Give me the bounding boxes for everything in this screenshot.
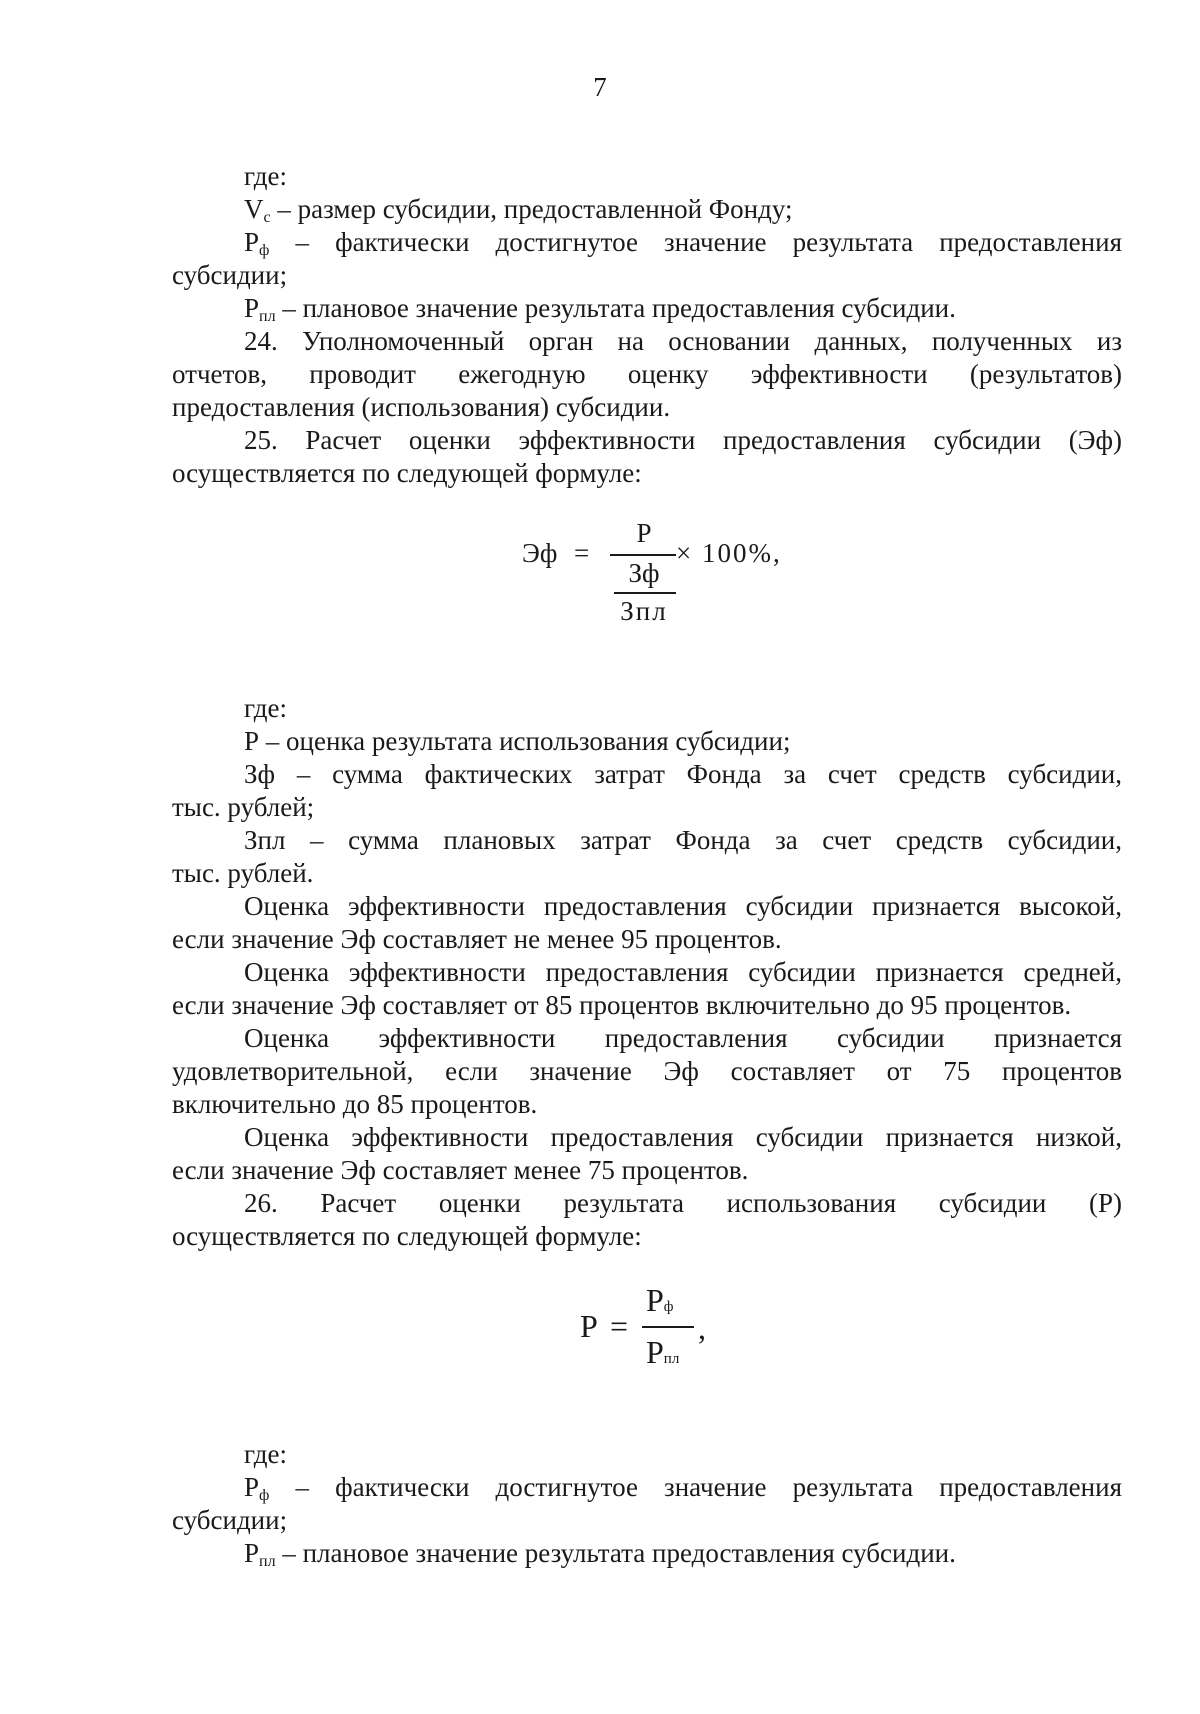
satisfactory-rating-line3: включительно до 85 процентов. [172,1089,538,1119]
where-label-3: где: [244,1439,287,1469]
high-rating-line2: если значение Эф составляет не менее 95 процентов. [172,924,782,954]
pf-subscript-2: ф [259,1487,270,1504]
ppl-text-2: – плановое значение результата предоставления субсидии. [275,1538,956,1568]
formula1-denominator-top: Зф [628,558,660,588]
paragraph-25-line2: осуществляется по следующей формуле: [172,458,642,488]
formula2-lhs: Р [580,1308,598,1344]
formula2-denominator-symbol: Р [646,1334,664,1370]
ppl-definition-2 [172,1537,1122,1570]
page-number: 7 [593,72,607,102]
pf-text: – фактически достигнутое значение результата предоставления [269,227,1122,257]
low-rating-line2: если значение Эф составляет менее 75 процентов. [172,1155,749,1185]
vc-text: – размер субсидии, предоставленной Фонду; [270,194,793,224]
ppl-subscript-2: пл [259,1553,276,1570]
pf-symbol: Р [244,227,260,257]
definitions-block-3 [172,1438,1122,1570]
ppl-text: – плановое значение результата предоставления субсидии. [275,293,956,323]
paragraph-24-line3: предоставления (использования) субсидии. [172,392,671,422]
formula1-lhs: Эф [522,538,558,568]
formula2-denominator-subscript: пл [663,1351,680,1367]
formula1-fraction-bar-2 [614,592,676,594]
pf-definition-2-line1 [172,1471,1122,1504]
formula1-denominator-bottom: Зпл [620,596,668,626]
where-label: где: [244,161,287,191]
formula2-denominator [646,1334,679,1371]
satisfactory-rating-line1: Оценка эффективности предоставления субсидии признается [244,1023,1122,1053]
formula2-fraction-bar [642,1326,694,1328]
paragraph-26-line2: осуществляется по следующей формуле: [172,1221,642,1251]
result-formula [580,1282,720,1382]
medium-rating-line1: Оценка эффективности предоставления субсидии признается средней, [244,957,1122,987]
ppl-symbol-2: Р [244,1538,260,1568]
high-rating-line1: Оценка эффективности предоставления субсидии признается высокой, [244,891,1122,921]
definitions-block-1 [172,160,1122,490]
formula2-numerator-subscript: ф [663,1299,674,1315]
paragraph-25-line1: 25. Расчет оценки эффективности предоставления субсидии (Эф) [244,425,1122,455]
pf-definition-line2: субсидии; [172,260,288,290]
zf-definition-line1: Зф – сумма фактических затрат Фонда за счет средств субсидии, [244,759,1122,789]
formula1-numerator: Р [636,518,652,548]
formula2-numerator [646,1282,674,1319]
zpl-definition-line1: Зпл – сумма плановых затрат Фонда за счет средств субсидии, [244,825,1122,855]
formula1-equals: = [574,538,590,568]
formula1-multiplier: × 100%, [676,538,782,568]
low-rating-line1: Оценка эффективности предоставления субсидии признается низкой, [244,1122,1122,1152]
zpl-definition-line2: тыс. рублей. [172,858,314,888]
pf-subscript: ф [259,242,270,259]
pf-definition-2-line2: субсидии; [172,1505,288,1535]
medium-rating-line2: если значение Эф составляет от 85 процентов включительно до 95 процентов. [172,990,1072,1020]
p-definition: Р – оценка результата использования субсидии; [244,726,791,756]
pf-text-2: – фактически достигнутое значение результата предоставления [269,1472,1122,1502]
vc-symbol: V [244,194,264,224]
paragraph-24-line2: отчетов, проводит ежегодную оценку эффективности (результатов) [172,359,1122,389]
paragraph-24-line1: 24. Уполномоченный орган на основании данных, полученных из [244,326,1122,356]
formula1-fraction-bar [610,554,676,556]
where-label-2: где: [244,693,287,723]
formula2-equals: = [610,1308,629,1344]
pf-symbol-2: Р [244,1472,260,1502]
definitions-block-2 [172,692,1122,1253]
pf-definition-line1 [172,226,1122,259]
ppl-subscript: пл [259,308,276,325]
paragraph-26-line1: 26. Расчет оценки результата использования субсидии (Р) [244,1188,1122,1218]
formula2-numerator-symbol: Р [646,1282,664,1318]
vc-definition [172,193,1122,226]
formula2-comma: , [698,1310,706,1346]
zf-definition-line2: тыс. рублей; [172,792,315,822]
ppl-symbol: Р [244,293,260,323]
ppl-definition [172,292,1122,325]
vc-subscript: с [263,209,271,226]
satisfactory-rating-line2: удовлетворительной, если значение Эф составляет от 75 процентов [172,1056,1122,1086]
efficiency-formula [522,518,782,632]
